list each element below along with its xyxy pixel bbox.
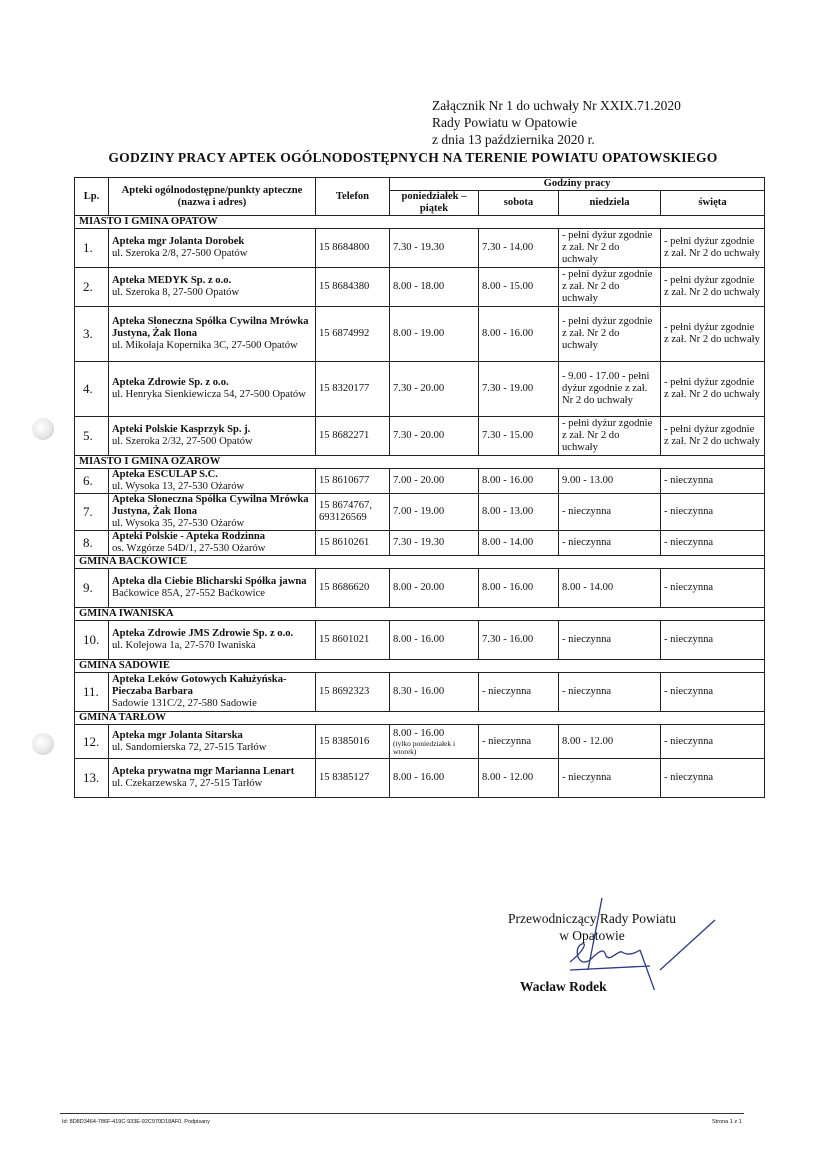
- holiday-hours: - pełni dyżur zgodnie z zał. Nr 2 do uchwały: [661, 307, 765, 362]
- sunday-hours: - pełni dyżur zgodnie z zał. Nr 2 do uchwały: [559, 229, 661, 268]
- sunday-hours: - nieczynna: [559, 759, 661, 798]
- sunday-hours: - 9.00 - 17.00 - pełni dyżur zgodnie z zał. Nr 2 do uchwały: [559, 362, 661, 417]
- sunday-hours: - nieczynna: [559, 494, 661, 531]
- weekday-hours-cell: [390, 531, 479, 556]
- row-number: 1.: [75, 229, 109, 268]
- sunday-hours: - pełni dyżur zgodnie z zał. Nr 2 do uchwały: [559, 417, 661, 456]
- header-line-1: Załącznik Nr 1 do uchwały Nr XXIX.71.2020: [432, 98, 681, 113]
- sunday-hours: - pełni dyżur zgodnie z zał. Nr 2 do uchwały: [559, 268, 661, 307]
- holiday-hours: - nieczynna: [661, 621, 765, 660]
- pharmacy-name: Apteki Polskie - Apteka Rodzinna: [112, 531, 266, 542]
- row-number: 11.: [75, 673, 109, 712]
- punch-hole-top: [32, 418, 54, 440]
- footer-divider: [60, 1113, 744, 1114]
- pharmacy-cell: [109, 621, 316, 660]
- weekday-hours: 8.30 - 16.00: [393, 686, 445, 697]
- pharmacy-hours-table: [74, 177, 765, 798]
- weekday-hours: 7.00 - 20.00: [393, 475, 445, 486]
- phone-cell: 15 8385127: [316, 759, 390, 798]
- section-row: [75, 456, 765, 469]
- pharmacy-cell: [109, 494, 316, 531]
- sunday-hours: 8.00 - 14.00: [559, 569, 661, 608]
- section-row: [75, 660, 765, 673]
- phone-cell: 15 8610677: [316, 469, 390, 494]
- section-name: MIASTO I GMINA OPATÓW: [75, 216, 765, 229]
- holiday-hours: - nieczynna: [661, 469, 765, 494]
- holiday-hours: - pełni dyżur zgodnie z zał. Nr 2 do uchwały: [661, 362, 765, 417]
- saturday-hours: 7.30 - 15.00: [479, 417, 559, 456]
- saturday-hours: 7.30 - 16.00: [479, 621, 559, 660]
- pharmacy-name: Apteka mgr Jolanta Dorobek: [112, 236, 245, 247]
- pharmacy-cell: [109, 307, 316, 362]
- table-row: [75, 531, 765, 556]
- weekday-hours-cell: [390, 494, 479, 531]
- section-name: MIASTO I GMINA OŻARÓW: [75, 456, 765, 469]
- pharmacy-cell: [109, 531, 316, 556]
- saturday-hours: 8.00 - 12.00: [479, 759, 559, 798]
- document-title: GODZINY PRACY APTEK OGÓLNODOSTĘPNYCH NA TERENIE POWIATU OPATOWSKIEGO: [108, 150, 718, 165]
- weekday-hours: 8.00 - 16.00: [393, 772, 445, 783]
- table-row: [75, 673, 765, 712]
- pharmacy-cell: [109, 673, 316, 712]
- row-number: 6.: [75, 469, 109, 494]
- weekday-hours-cell: [390, 725, 479, 759]
- section-name: GMINA TARŁÓW: [75, 712, 765, 725]
- saturday-hours: 7.30 - 14.00: [479, 229, 559, 268]
- weekday-hours-cell: [390, 417, 479, 456]
- sunday-hours: - nieczynna: [559, 673, 661, 712]
- holiday-hours: - pełni dyżur zgodnie z zał. Nr 2 do uchwały: [661, 268, 765, 307]
- table-row: [75, 759, 765, 798]
- pharmacy-name: Apteka MEDYK Sp. z o.o.: [112, 275, 232, 286]
- row-number: 9.: [75, 569, 109, 608]
- weekday-hours: 8.00 - 20.00: [393, 582, 445, 593]
- phone-cell: 15 8610261: [316, 531, 390, 556]
- weekday-hours: 8.00 - 16.00: [393, 727, 445, 739]
- phone-cell: 15 8684380: [316, 268, 390, 307]
- phone-cell: 15 6874992: [316, 307, 390, 362]
- saturday-hours: 8.00 - 15.00: [479, 268, 559, 307]
- footer-document-id: Id: 8D8D3464-786F-419C-933E-92C970D18AF0. Podpisany: [62, 1119, 210, 1125]
- sunday-hours: - nieczynna: [559, 531, 661, 556]
- saturday-hours: 8.00 - 16.00: [479, 469, 559, 494]
- row-number: 2.: [75, 268, 109, 307]
- phone-cell: 15 8674767, 693126569: [316, 494, 390, 531]
- pharmacy-cell: [109, 759, 316, 798]
- weekday-hours: 7.30 - 19.30: [393, 537, 445, 548]
- saturday-hours: 8.00 - 16.00: [479, 569, 559, 608]
- row-number: 8.: [75, 531, 109, 556]
- footer-page-number: Strona 1 z 1: [712, 1119, 742, 1125]
- row-number: 3.: [75, 307, 109, 362]
- sunday-hours: - nieczynna: [559, 621, 661, 660]
- weekday-hours: 8.00 - 16.00: [393, 634, 445, 645]
- table-row: [75, 469, 765, 494]
- header-apteki: Apteki ogólnodostępne/punkty apteczne (nazwa i adres): [109, 178, 316, 216]
- pharmacy-address: Baćkowice 85A, 27-552 Baćkowice: [112, 588, 265, 599]
- pharmacy-name: Apteka prywatna mgr Marianna Lenart: [112, 766, 295, 777]
- pharmacy-address: ul. Wysoka 13, 27-530 Ożarów: [112, 481, 245, 492]
- header-line-3: z dnia 13 października 2020 r.: [432, 132, 595, 147]
- phone-cell: 15 8601021: [316, 621, 390, 660]
- sunday-hours: 9.00 - 13.00: [559, 469, 661, 494]
- pharmacy-cell: [109, 362, 316, 417]
- holiday-hours: - nieczynna: [661, 531, 765, 556]
- document-header: [432, 97, 681, 148]
- pharmacy-name: Apteka mgr Jolanta Sitarska: [112, 729, 243, 741]
- table-row: [75, 494, 765, 531]
- row-number: 10.: [75, 621, 109, 660]
- pharmacy-cell: [109, 268, 316, 307]
- pharmacy-name: Apteki Polskie Kasprzyk Sp. j.: [112, 424, 251, 435]
- pharmacy-cell: [109, 469, 316, 494]
- saturday-hours: 8.00 - 16.00: [479, 307, 559, 362]
- section-row: [75, 608, 765, 621]
- weekday-hours: 7.30 - 20.00: [393, 383, 445, 394]
- table-row: [75, 725, 765, 759]
- holiday-hours: - nieczynna: [661, 494, 765, 531]
- phone-cell: 15 8684800: [316, 229, 390, 268]
- pharmacy-address: ul. Henryka Sienkiewicza 54, 27-500 Opatów: [112, 389, 306, 400]
- pharmacy-cell: [109, 229, 316, 268]
- weekday-hours: 7.30 - 19.30: [393, 242, 445, 253]
- header-sobota: sobota: [479, 191, 559, 216]
- row-number: 4.: [75, 362, 109, 417]
- weekday-hours: 7.00 - 19.00: [393, 506, 445, 517]
- pharmacy-cell: [109, 569, 316, 608]
- row-number: 7.: [75, 494, 109, 531]
- sunday-hours: - pełni dyżur zgodnie z zał. Nr 2 do uchwały: [559, 307, 661, 362]
- table-row: [75, 229, 765, 268]
- holiday-hours: - nieczynna: [661, 725, 765, 759]
- sunday-hours: 8.00 - 12.00: [559, 725, 661, 759]
- saturday-hours: - nieczynna: [479, 673, 559, 712]
- table-row: [75, 569, 765, 608]
- phone-cell: 15 8692323: [316, 673, 390, 712]
- holiday-hours: - nieczynna: [661, 759, 765, 798]
- weekday-hours-cell: [390, 307, 479, 362]
- phone-cell: 15 8686620: [316, 569, 390, 608]
- section-row: [75, 712, 765, 725]
- saturday-hours: 8.00 - 14.00: [479, 531, 559, 556]
- pharmacy-address: ul. Szeroka 2/32, 27-500 Opatów: [112, 436, 253, 447]
- weekday-hours-cell: [390, 673, 479, 712]
- pharmacy-name: Apteka Zdrowie JMS Zdrowie Sp. z o.o.: [112, 628, 294, 639]
- weekday-hours-cell: [390, 569, 479, 608]
- pharmacy-name: Apteka Leków Gotowych Kałużyńska-Pieczaba Barbara: [112, 674, 287, 697]
- phone-cell: 15 8320177: [316, 362, 390, 417]
- table-row: [75, 362, 765, 417]
- section-row: [75, 556, 765, 569]
- pharmacy-address: ul. Szeroka 8, 27-500 Opatów: [112, 287, 240, 298]
- pharmacy-address: ul. Sandomierska 72, 27-515 Tarłów: [112, 741, 267, 753]
- pharmacy-name: Apteka dla Ciebie Blicharski Spółka jawna: [112, 576, 307, 587]
- saturday-hours: - nieczynna: [479, 725, 559, 759]
- table-body: [75, 216, 765, 798]
- section-name: GMINA BAĆKOWICE: [75, 556, 765, 569]
- pharmacy-cell: [109, 417, 316, 456]
- weekday-hours-cell: [390, 759, 479, 798]
- holiday-hours: - pełni dyżur zgodnie z zał. Nr 2 do uchwały: [661, 229, 765, 268]
- pharmacy-cell: [109, 725, 316, 759]
- phone-cell: 15 8682271: [316, 417, 390, 456]
- weekday-hours-cell: [390, 268, 479, 307]
- holiday-hours: - nieczynna: [661, 569, 765, 608]
- pharmacy-name: Apteka Słoneczna Spółka Cywilna Mrówka Justyna, Żak Ilona: [112, 316, 309, 339]
- section-row: [75, 216, 765, 229]
- table-row: [75, 621, 765, 660]
- pharmacy-address: ul. Kolejowa 1a, 27-570 Iwaniska: [112, 640, 256, 651]
- pharmacy-address: Sadowie 131C/2, 27-580 Sadowie: [112, 698, 257, 709]
- pharmacy-address: ul. Mikołaja Kopernika 3C, 27-500 Opatów: [112, 340, 298, 351]
- table-row: [75, 307, 765, 362]
- phone-cell: 15 8385016: [316, 725, 390, 759]
- weekday-hours: 7.30 - 20.00: [393, 430, 445, 441]
- holiday-hours: - nieczynna: [661, 673, 765, 712]
- section-name: GMINA IWANISKA: [75, 608, 765, 621]
- weekday-hours: 8.00 - 18.00: [393, 281, 445, 292]
- weekday-hours-cell: [390, 469, 479, 494]
- header-godziny: Godziny pracy: [390, 178, 765, 191]
- punch-hole-bottom: [32, 733, 54, 755]
- saturday-hours: 7.30 - 19.00: [479, 362, 559, 417]
- pharmacy-name: Apteka Słoneczna Spółka Cywilna Mrówka Justyna, Żak Ilona: [112, 494, 309, 517]
- weekday-hours-cell: [390, 229, 479, 268]
- row-number: 13.: [75, 759, 109, 798]
- weekday-hours-note: (tylko poniedziałek i wtorek): [393, 738, 456, 756]
- header-telefon: Telefon: [316, 178, 390, 216]
- header-lp: Lp.: [75, 178, 109, 216]
- weekday-hours-cell: [390, 621, 479, 660]
- pharmacy-address: ul. Czekarzewska 7, 27-515 Tarłów: [112, 778, 263, 789]
- signatory-name: Wacław Rodek: [520, 979, 607, 994]
- pharmacy-address: os. Wzgórze 54D/1, 27-530 Ożarów: [112, 543, 266, 554]
- signature-title: Przewodniczący Rady Powiatu: [508, 911, 676, 926]
- pharmacy-name: Apteka Zdrowie Sp. z o.o.: [112, 377, 229, 388]
- holiday-hours: - pełni dyżur zgodnie z zał. Nr 2 do uchwały: [661, 417, 765, 456]
- header-swieta: święta: [661, 191, 765, 216]
- saturday-hours: 8.00 - 13.00: [479, 494, 559, 531]
- header-line-2: Rady Powiatu w Opatowie: [432, 115, 578, 130]
- pharmacy-name: Apteka ESCULAP S.C.: [112, 469, 218, 480]
- weekday-hours: 8.00 - 19.00: [393, 328, 445, 339]
- table-row: [75, 417, 765, 456]
- row-number: 12.: [75, 725, 109, 759]
- section-name: GMINA SADOWIE: [75, 660, 765, 673]
- pharmacy-address: ul. Szeroka 2/8, 27-500 Opatów: [112, 248, 248, 259]
- signature-location: w Opatowie: [559, 928, 625, 943]
- pharmacy-address: ul. Wysoka 35, 27-530 Ożarów: [112, 518, 245, 529]
- header-pon-pt: poniedziałek – piątek: [390, 191, 479, 216]
- handwritten-signature: [530, 890, 730, 990]
- row-number: 5.: [75, 417, 109, 456]
- weekday-hours-cell: [390, 362, 479, 417]
- header-niedziela: niedziela: [559, 191, 661, 216]
- table-row: [75, 268, 765, 307]
